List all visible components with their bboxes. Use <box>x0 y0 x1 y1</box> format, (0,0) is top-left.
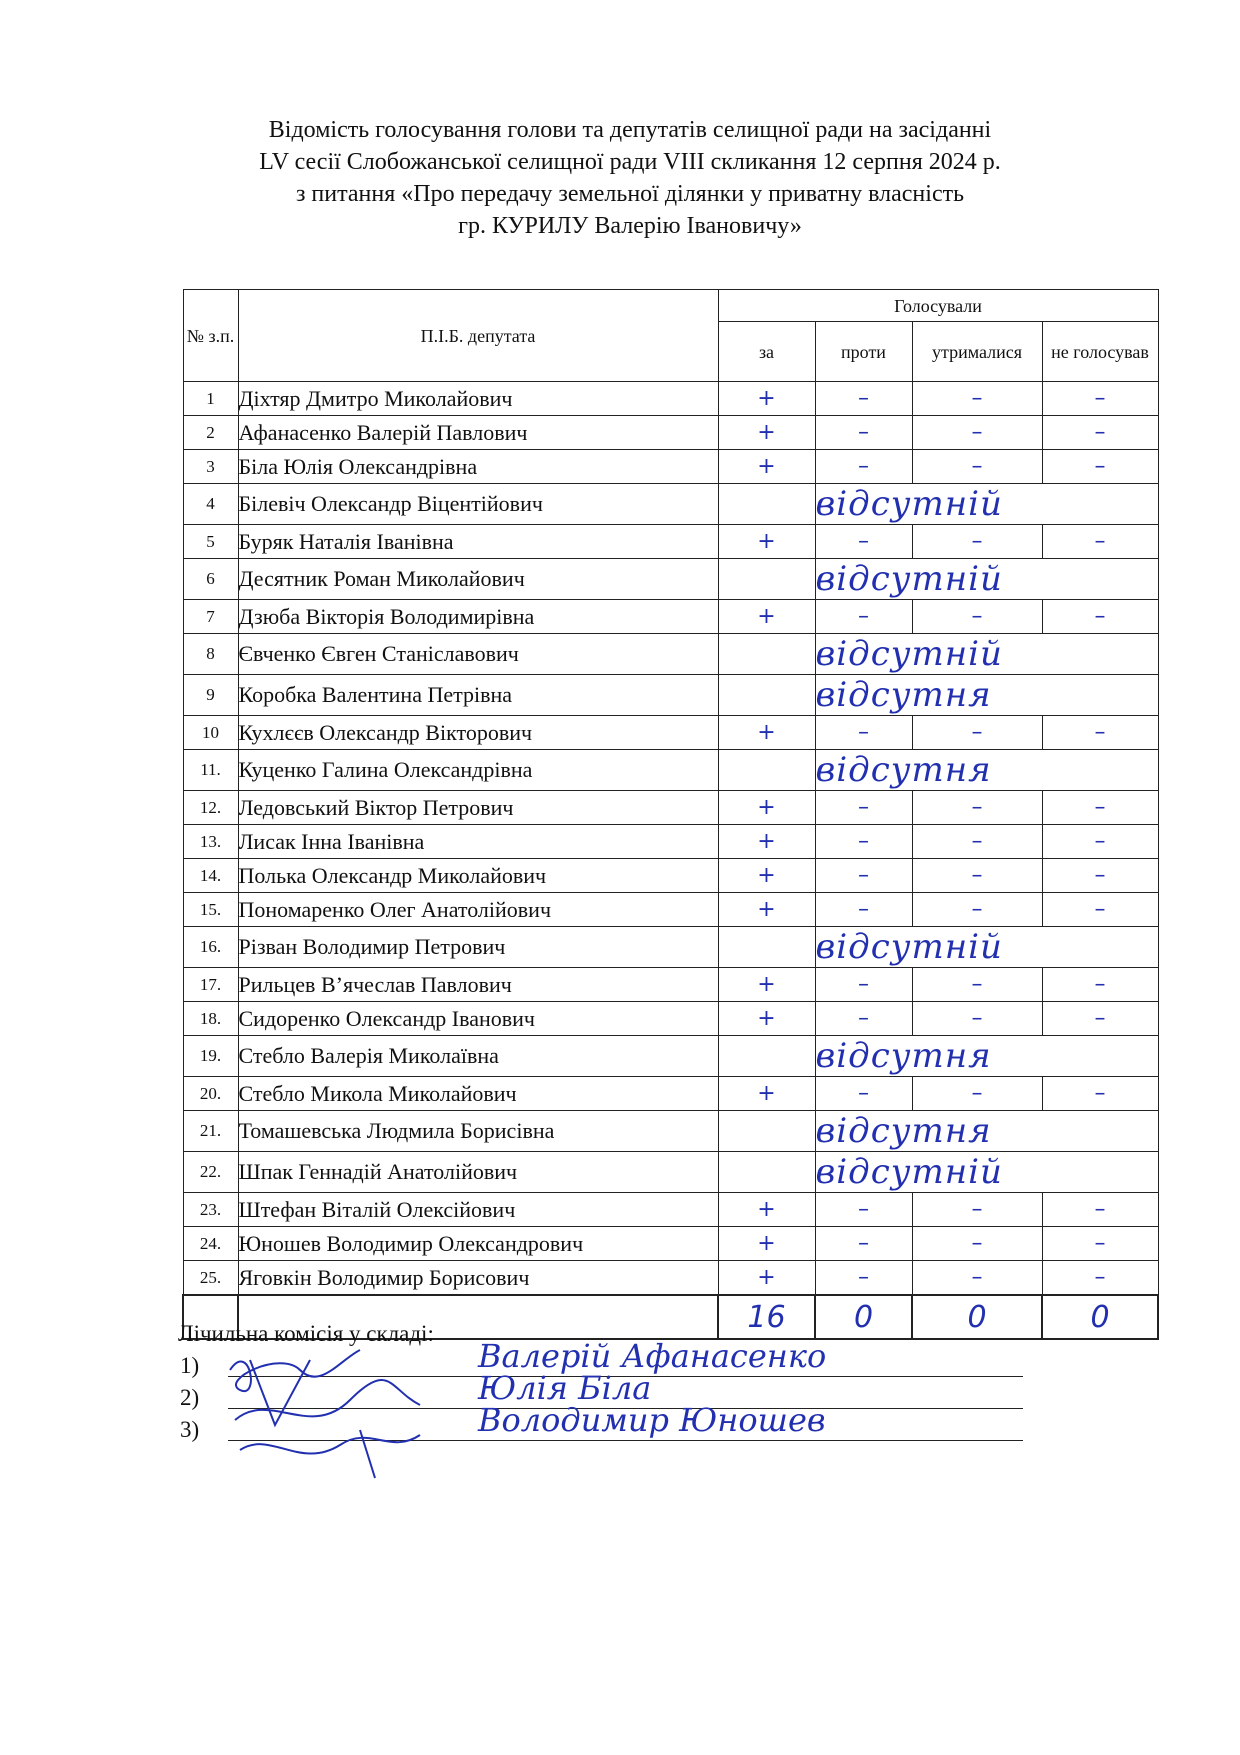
deputy-name: Десятник Роман Миколайович <box>238 559 718 600</box>
vote-not-voted: – <box>1042 1227 1158 1261</box>
vote-against: – <box>815 416 912 450</box>
column-header-name: П.І.Б. депутата <box>238 290 718 382</box>
absent-note: відсутня <box>815 1036 1158 1077</box>
vote-not-voted: – <box>1042 791 1158 825</box>
commission-member-number: 1) <box>180 1353 200 1378</box>
row-number: 17. <box>183 968 238 1002</box>
row-number: 13. <box>183 825 238 859</box>
vote-for: + <box>718 1193 815 1227</box>
vote-abstain: – <box>912 1077 1042 1111</box>
vote-for: + <box>718 1002 815 1036</box>
vote-not-voted: – <box>1042 1077 1158 1111</box>
table-row <box>183 1002 1158 1036</box>
deputy-name: Юношев Володимир Олександрович <box>238 1227 718 1261</box>
deputy-name: Томашевська Людмила Борисівна <box>238 1111 718 1152</box>
table-row <box>183 484 1158 525</box>
deputy-name: Полька Олександр Миколайович <box>238 859 718 893</box>
table-row <box>183 927 1158 968</box>
deputy-name: Стебло Валерія Миколаївна <box>238 1036 718 1077</box>
column-header-not-voted: не голосував <box>1042 322 1158 382</box>
column-header-for: за <box>718 322 815 382</box>
deputy-name: Біла Юлія Олександрівна <box>238 450 718 484</box>
vote-for: + <box>718 893 815 927</box>
table-row <box>183 716 1158 750</box>
vote-abstain: – <box>912 893 1042 927</box>
row-number: 20. <box>183 1077 238 1111</box>
vote-not-voted: – <box>1042 1261 1158 1296</box>
row-number: 19. <box>183 1036 238 1077</box>
vote-against: – <box>815 791 912 825</box>
vote-for <box>718 1111 815 1152</box>
vote-against: – <box>815 450 912 484</box>
vote-for: + <box>718 382 815 416</box>
vote-not-voted: – <box>1042 968 1158 1002</box>
table-row <box>183 450 1158 484</box>
handwritten-signature-name: Валерій Афанасенко <box>478 1337 827 1375</box>
vote-abstain: – <box>912 716 1042 750</box>
vote-for <box>718 1152 815 1193</box>
vote-against: – <box>815 525 912 559</box>
vote-not-voted: – <box>1042 1002 1158 1036</box>
row-number: 24. <box>183 1227 238 1261</box>
row-number: 18. <box>183 1002 238 1036</box>
row-number: 7 <box>183 600 238 634</box>
vote-not-voted: – <box>1042 825 1158 859</box>
deputy-name: Євченко Євген Станіславович <box>238 634 718 675</box>
table-row <box>183 559 1158 600</box>
vote-abstain: – <box>912 600 1042 634</box>
vote-for: + <box>718 1227 815 1261</box>
table-row <box>183 416 1158 450</box>
deputy-name: Афанасенко Валерій Павлович <box>238 416 718 450</box>
signature-scribble-icon <box>220 1330 440 1480</box>
absent-note: відсутній <box>815 484 1158 525</box>
deputy-name: Пономаренко Олег Анатолійович <box>238 893 718 927</box>
row-number: 22. <box>183 1152 238 1193</box>
vote-abstain: – <box>912 1227 1042 1261</box>
vote-for <box>718 634 815 675</box>
vote-abstain: – <box>912 525 1042 559</box>
vote-not-voted: – <box>1042 600 1158 634</box>
column-header-abstain: утрималися <box>912 322 1042 382</box>
vote-for: + <box>718 416 815 450</box>
table-row <box>183 750 1158 791</box>
vote-for: + <box>718 1077 815 1111</box>
vote-against: – <box>815 1002 912 1036</box>
commission-member-number: 2) <box>180 1385 200 1410</box>
absent-note: відсутній <box>815 634 1158 675</box>
row-number: 12. <box>183 791 238 825</box>
vote-against: – <box>815 1077 912 1111</box>
table-row <box>183 675 1158 716</box>
absent-note: відсутня <box>815 675 1158 716</box>
table-row <box>183 600 1158 634</box>
row-number: 5 <box>183 525 238 559</box>
table-row <box>183 791 1158 825</box>
table-row <box>183 634 1158 675</box>
handwritten-signature-name: Володимир Юношев <box>478 1401 826 1439</box>
table-row <box>183 1077 1158 1111</box>
deputy-name: Коробка Валентина Петрівна <box>238 675 718 716</box>
absent-note: відсутня <box>815 1111 1158 1152</box>
column-header-number: № з.п. <box>183 290 238 382</box>
vote-not-voted: – <box>1042 716 1158 750</box>
vote-for <box>718 750 815 791</box>
deputy-name: Яговкін Володимир Борисович <box>238 1261 718 1296</box>
vote-against: – <box>815 1261 912 1296</box>
table-row <box>183 1152 1158 1193</box>
row-number: 11. <box>183 750 238 791</box>
vote-for <box>718 675 815 716</box>
total-not-voted: 0 <box>1042 1295 1158 1339</box>
deputy-name: Сидоренко Олександр Іванович <box>238 1002 718 1036</box>
absent-note: відсутній <box>815 1152 1158 1193</box>
row-number: 2 <box>183 416 238 450</box>
deputy-name: Буряк Наталія Іванівна <box>238 525 718 559</box>
vote-for <box>718 927 815 968</box>
vote-abstain: – <box>912 416 1042 450</box>
vote-against: – <box>815 382 912 416</box>
deputy-name: Білевіч Олександр Віцентійович <box>238 484 718 525</box>
vote-not-voted: – <box>1042 525 1158 559</box>
vote-not-voted: – <box>1042 893 1158 927</box>
row-number: 21. <box>183 1111 238 1152</box>
vote-abstain: – <box>912 450 1042 484</box>
vote-abstain: – <box>912 825 1042 859</box>
header-line-2: LV сесії Слобожанської селищної ради VIII скликання 12 серпня 2024 р. <box>259 149 1001 175</box>
deputy-name: Кухлєєв Олександр Вікторович <box>238 716 718 750</box>
table-row <box>183 1261 1158 1296</box>
vote-for: + <box>718 968 815 1002</box>
vote-against: – <box>815 859 912 893</box>
vote-against: – <box>815 893 912 927</box>
row-number: 9 <box>183 675 238 716</box>
row-number: 4 <box>183 484 238 525</box>
deputy-name: Шпак Геннадій Анатолійович <box>238 1152 718 1193</box>
document-header <box>180 114 1080 242</box>
row-number: 6 <box>183 559 238 600</box>
absent-note: відсутній <box>815 559 1158 600</box>
vote-abstain: – <box>912 1261 1042 1296</box>
table-row <box>183 525 1158 559</box>
vote-abstain: – <box>912 1002 1042 1036</box>
table-row <box>183 1111 1158 1152</box>
row-number: 10 <box>183 716 238 750</box>
total-for: 16 <box>718 1295 815 1339</box>
total-against: 0 <box>815 1295 912 1339</box>
column-header-against: проти <box>815 322 912 382</box>
deputy-name: Штефан Віталій Олексійович <box>238 1193 718 1227</box>
row-number: 15. <box>183 893 238 927</box>
table-row <box>183 859 1158 893</box>
deputy-name: Дзюба Вікторія Володимирівна <box>238 600 718 634</box>
absent-note: відсутня <box>815 750 1158 791</box>
voting-table <box>182 289 1159 1340</box>
header-line-1: Відомість голосування голови та депутатів селищної ради на засіданні <box>268 117 992 143</box>
vote-for: + <box>718 716 815 750</box>
table-row <box>183 825 1158 859</box>
vote-for: + <box>718 825 815 859</box>
table-row <box>183 1227 1158 1261</box>
row-number: 14. <box>183 859 238 893</box>
vote-abstain: – <box>912 859 1042 893</box>
vote-for <box>718 559 815 600</box>
vote-against: – <box>815 600 912 634</box>
vote-not-voted: – <box>1042 859 1158 893</box>
table-row <box>183 1036 1158 1077</box>
vote-for <box>718 484 815 525</box>
handwritten-signature-name: Юлія Біла <box>478 1369 652 1407</box>
deputy-name: Ледовський Віктор Петрович <box>238 791 718 825</box>
row-number: 16. <box>183 927 238 968</box>
vote-not-voted: – <box>1042 450 1158 484</box>
deputy-name: Лисак Інна Іванівна <box>238 825 718 859</box>
commission-title: Лічильна комісія у складі: <box>178 1321 434 1346</box>
vote-for: + <box>718 1261 815 1296</box>
deputy-name: Різван Володимир Петрович <box>238 927 718 968</box>
vote-not-voted: – <box>1042 1193 1158 1227</box>
vote-abstain: – <box>912 382 1042 416</box>
absent-note: відсутній <box>815 927 1158 968</box>
vote-for: + <box>718 525 815 559</box>
vote-for: + <box>718 791 815 825</box>
total-abstain: 0 <box>912 1295 1042 1339</box>
deputy-name: Рильцев В’ячеслав Павлович <box>238 968 718 1002</box>
column-header-voted: Голосували <box>718 290 1158 322</box>
row-number: 8 <box>183 634 238 675</box>
vote-abstain: – <box>912 968 1042 1002</box>
deputy-name: Куценко Галина Олександрівна <box>238 750 718 791</box>
deputy-name: Діхтяр Дмитро Миколайович <box>238 382 718 416</box>
vote-against: – <box>815 1227 912 1261</box>
header-line-4: гр. КУРИЛУ Валерію Івановичу» <box>458 213 802 239</box>
row-number: 25. <box>183 1261 238 1296</box>
vote-abstain: – <box>912 791 1042 825</box>
vote-against: – <box>815 825 912 859</box>
row-number: 23. <box>183 1193 238 1227</box>
vote-not-voted: – <box>1042 382 1158 416</box>
row-number: 1 <box>183 382 238 416</box>
table-row <box>183 1193 1158 1227</box>
table-row <box>183 382 1158 416</box>
commission-member-number: 3) <box>180 1417 200 1442</box>
vote-for: + <box>718 859 815 893</box>
table-row <box>183 893 1158 927</box>
voting-table-body <box>183 382 1158 1296</box>
vote-against: – <box>815 968 912 1002</box>
table-row <box>183 968 1158 1002</box>
vote-abstain: – <box>912 1193 1042 1227</box>
vote-against: – <box>815 716 912 750</box>
vote-for: + <box>718 450 815 484</box>
row-number: 3 <box>183 450 238 484</box>
header-line-3: з питання «Про передачу земельної ділянки у приватну власність <box>295 181 965 207</box>
vote-not-voted: – <box>1042 416 1158 450</box>
vote-against: – <box>815 1193 912 1227</box>
vote-for: + <box>718 600 815 634</box>
deputy-name: Стебло Микола Миколайович <box>238 1077 718 1111</box>
vote-for <box>718 1036 815 1077</box>
